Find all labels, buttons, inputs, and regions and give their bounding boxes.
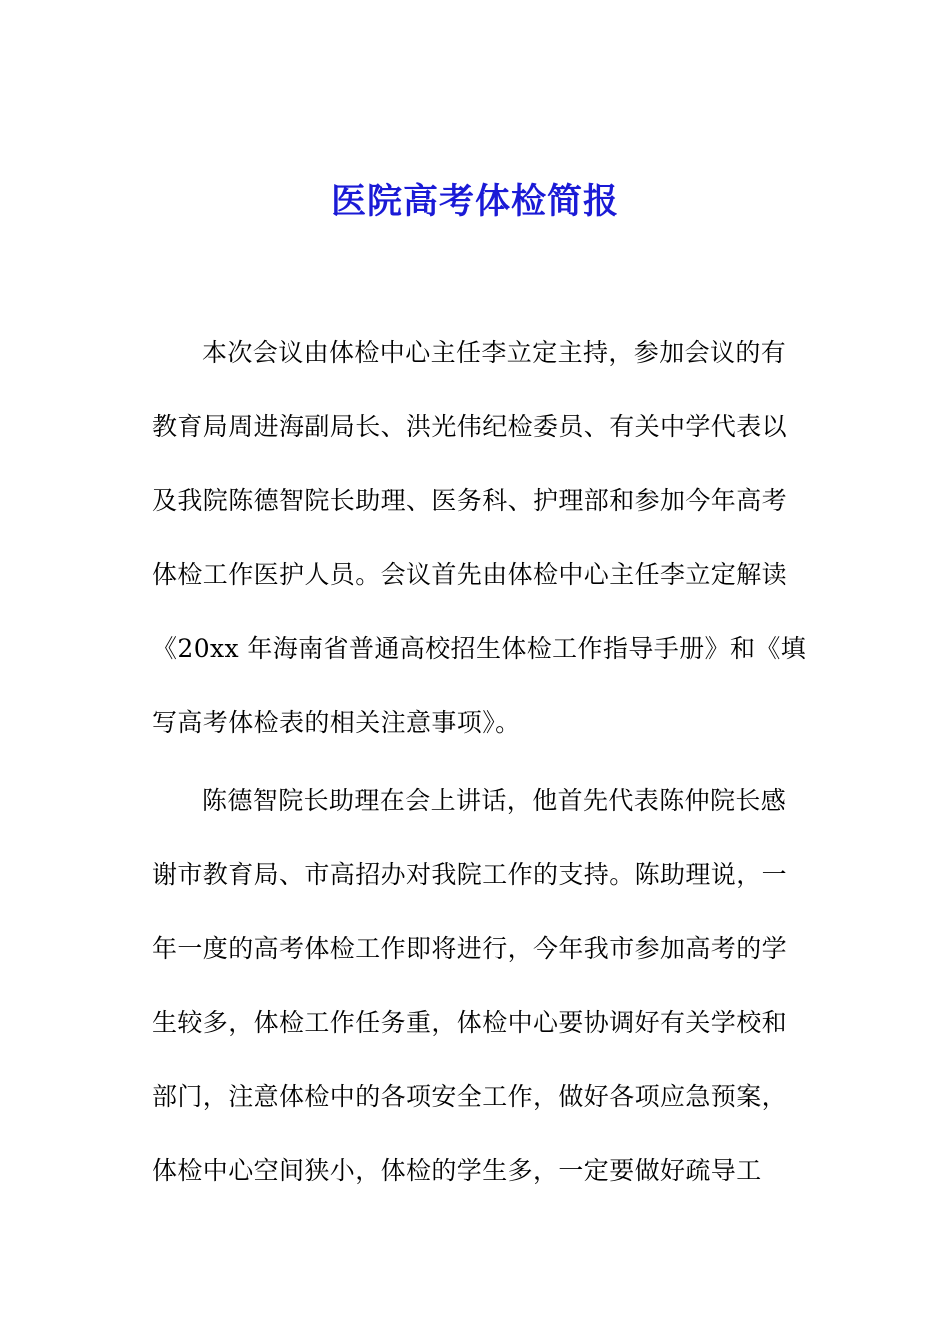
- paragraph-line: 年一度的高考体检工作即将进行，今年我市参加高考的学: [152, 934, 788, 963]
- paragraph-1: [152, 316, 807, 760]
- paragraph-line: 谢市教育局、市高招办对我院工作的支持。陈助理说，一: [152, 860, 788, 889]
- paragraph-line: 体检中心空间狭小，体检的学生多，一定要做好疏导工: [152, 1156, 762, 1185]
- paragraph-line: 本次会议由体检中心主任李立定主持，参加会议的有: [202, 338, 787, 367]
- document-title: 医院高考体检简报: [330, 181, 619, 222]
- paragraph-line: 体检工作医护人员。会议首先由体检中心主任李立定解读: [152, 560, 788, 589]
- paragraph-line: 陈德智院长助理在会上讲话，他首先代表陈仲院长感: [202, 786, 787, 815]
- paragraph-line: 写高考体检表的相关注意事项》。: [152, 708, 521, 737]
- paragraph-line: 及我院陈德智院长助理、医务科、护理部和参加今年高考: [152, 486, 788, 515]
- paragraph-line: 生较多，体检工作任务重，体检中心要协调好有关学校和: [152, 1008, 788, 1037]
- paragraph-2: [152, 764, 802, 1208]
- paragraph-line: 部门，注意体检中的各项安全工作，做好各项应急预案，: [152, 1082, 788, 1111]
- paragraph-line: 教育局周进海副局长、洪光伟纪检委员、有关中学代表以: [152, 412, 788, 441]
- paragraph-line: 《20xx 年海南省普通高校招生体检工作指导手册》和《填: [152, 634, 807, 663]
